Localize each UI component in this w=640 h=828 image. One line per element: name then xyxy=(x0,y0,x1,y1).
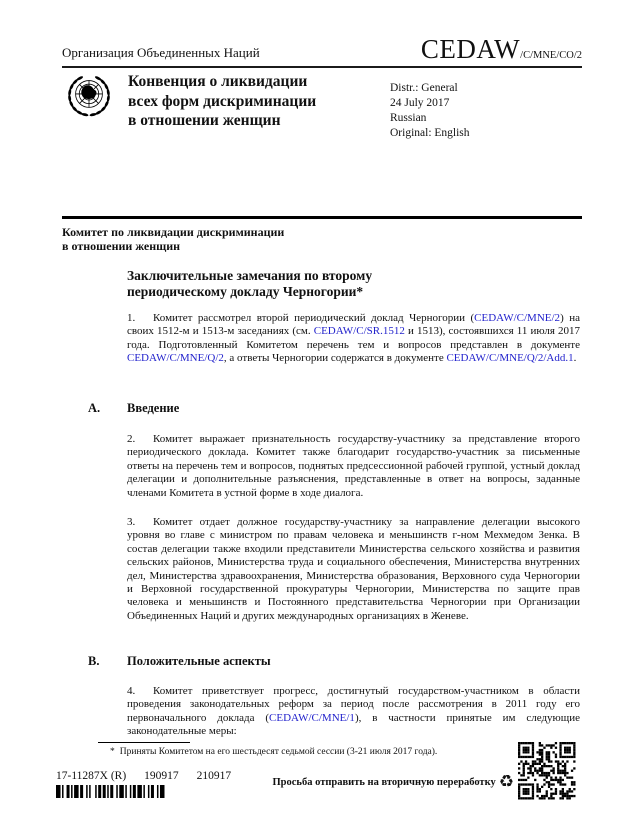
section-letter: A. xyxy=(88,401,101,415)
document-symbol xyxy=(421,34,582,65)
document-symbol-main: CEDAW xyxy=(420,34,521,64)
footnote-divider xyxy=(98,742,190,743)
header-divider xyxy=(62,66,582,68)
paragraph-4 xyxy=(127,685,580,739)
date-line: 24 July 2017 xyxy=(390,97,450,109)
footnote-text: Приняты Комитетом на его шестьдесят седьмой сессии (3-21 июля 2017 года). xyxy=(119,747,438,757)
org-name: Организация Объединенных Наций xyxy=(62,45,260,60)
language-line: Russian xyxy=(390,112,427,124)
document-symbol-suffix: /C/MNE/CO/2 xyxy=(520,50,582,61)
document-symbol-link[interactable]: CEDAW/C/MNE/2 xyxy=(474,312,561,324)
text-segment: ) на своих 1512-м и 1513-м заседаниях (см. xyxy=(127,312,580,338)
committee-name-line: Комитет по ликвидации дискриминации xyxy=(62,225,285,239)
footnote-marker: * xyxy=(110,747,115,757)
committee-name xyxy=(62,226,284,253)
job-number: 17-11287X (R) xyxy=(56,770,127,782)
document-symbol-link[interactable]: CEDAW/C/MNE/Q/2 xyxy=(127,352,224,365)
distribution-block xyxy=(390,81,470,141)
barcode xyxy=(56,785,166,798)
paragraph-number: 3. xyxy=(127,516,136,528)
paragraph-text xyxy=(127,685,580,737)
convention-title-line: всех форм дискриминации xyxy=(128,92,317,110)
convention-title xyxy=(128,72,316,131)
section-letter: B. xyxy=(88,654,100,668)
job-number-line xyxy=(56,770,249,782)
text-segment: , а ответы Черногории содержатся в документе xyxy=(223,352,447,365)
section-title: Положительные аспекты xyxy=(127,654,271,668)
footnote xyxy=(110,747,510,757)
text-segment: и 1513), состоявшихся 11 июля 2017 года. Подготовленный Комитетом перечень тем и вопросов представлен в документе xyxy=(127,325,580,351)
footer-date: 210917 xyxy=(196,770,232,782)
page-title xyxy=(127,268,372,300)
convention-title-line: Конвенция о ликвидации xyxy=(128,73,308,90)
text-segment: Комитет рассмотрел второй периодический доклад Черногории ( xyxy=(153,312,475,324)
qr-code xyxy=(518,742,576,800)
paragraph-text: Комитет отдает должное государству-участнику за направление делегации высокого уровня во главе с министром по правам человека и меньшинств г-ном Мехмедом Зенка. В состав делегации также входили представители Министерства сельского хозяйства и развития сельских районов, Министерства труда и социального обеспечения, Министерства внутренних дел, Министерства здравоохранения, Министерства образования, Верховного суда Черногории и Верховной государственной прокуратуры Черногории, Министерства по защите прав человека и меньшинств и Постоянного представительства Черногории при Организации Объединенных Наций и других международных организациях в Женеве. xyxy=(127,516,580,622)
page-title-line: периодическому докладу Черногории* xyxy=(127,284,364,299)
document-symbol-link[interactable]: CEDAW/C/MNE/1 xyxy=(269,711,355,724)
page-title-line: Заключительные замечания по второму xyxy=(127,268,373,283)
text-segment: . xyxy=(573,352,577,365)
section-title: Введение xyxy=(127,401,180,415)
recycle-notice xyxy=(272,774,514,791)
distr-line: Distr.: General xyxy=(390,82,458,94)
paragraph-text xyxy=(127,312,580,364)
text-segment: Комитет приветствует прогресс, достигнутый государством-участником в области проведения законодательных реформ за период после рассмотрения в 2011 году его первоначального доклада ( xyxy=(127,685,580,724)
text-segment: ), в частности принятые им следующие законодательные меры: xyxy=(127,711,580,738)
paragraph-number: 2. xyxy=(127,433,136,445)
section-heading-b xyxy=(88,654,271,669)
paragraph-3 xyxy=(127,516,580,623)
paragraph-1 xyxy=(127,312,580,366)
paragraph-number: 4. xyxy=(127,685,136,697)
document-symbol-link[interactable]: CEDAW/C/SR.1512 xyxy=(313,325,405,338)
original-language-line: Original: English xyxy=(390,127,470,139)
document-symbol-link[interactable]: CEDAW/C/MNE/Q/2/Add.1 xyxy=(446,352,574,365)
footer-date: 190917 xyxy=(144,770,179,782)
paragraph-2 xyxy=(127,433,580,500)
committee-name-line: в отношении женщин xyxy=(62,238,181,253)
paragraph-number: 1. xyxy=(127,312,136,324)
paragraph-text: Комитет выражает признательность государству-участнику за представление второго периодического доклада. Комитет также благодарит государство-участник за письменные ответы на перечень тем и вопросов, поднятых предсессионной рабочей группой, устный доклад делегации и дополнительные разъяснения, представленные в ответ на вопросы, заданные членами Комитета в устной форме в ходе диалога. xyxy=(127,433,580,499)
recycle-icon: ♻ xyxy=(498,772,514,792)
convention-title-line: в отношении женщин xyxy=(128,112,281,129)
section-divider xyxy=(62,216,582,219)
un-emblem-icon xyxy=(63,72,115,124)
section-heading-a xyxy=(88,401,179,416)
recycle-text: Просьба отправить на вторичную переработку xyxy=(272,777,496,788)
